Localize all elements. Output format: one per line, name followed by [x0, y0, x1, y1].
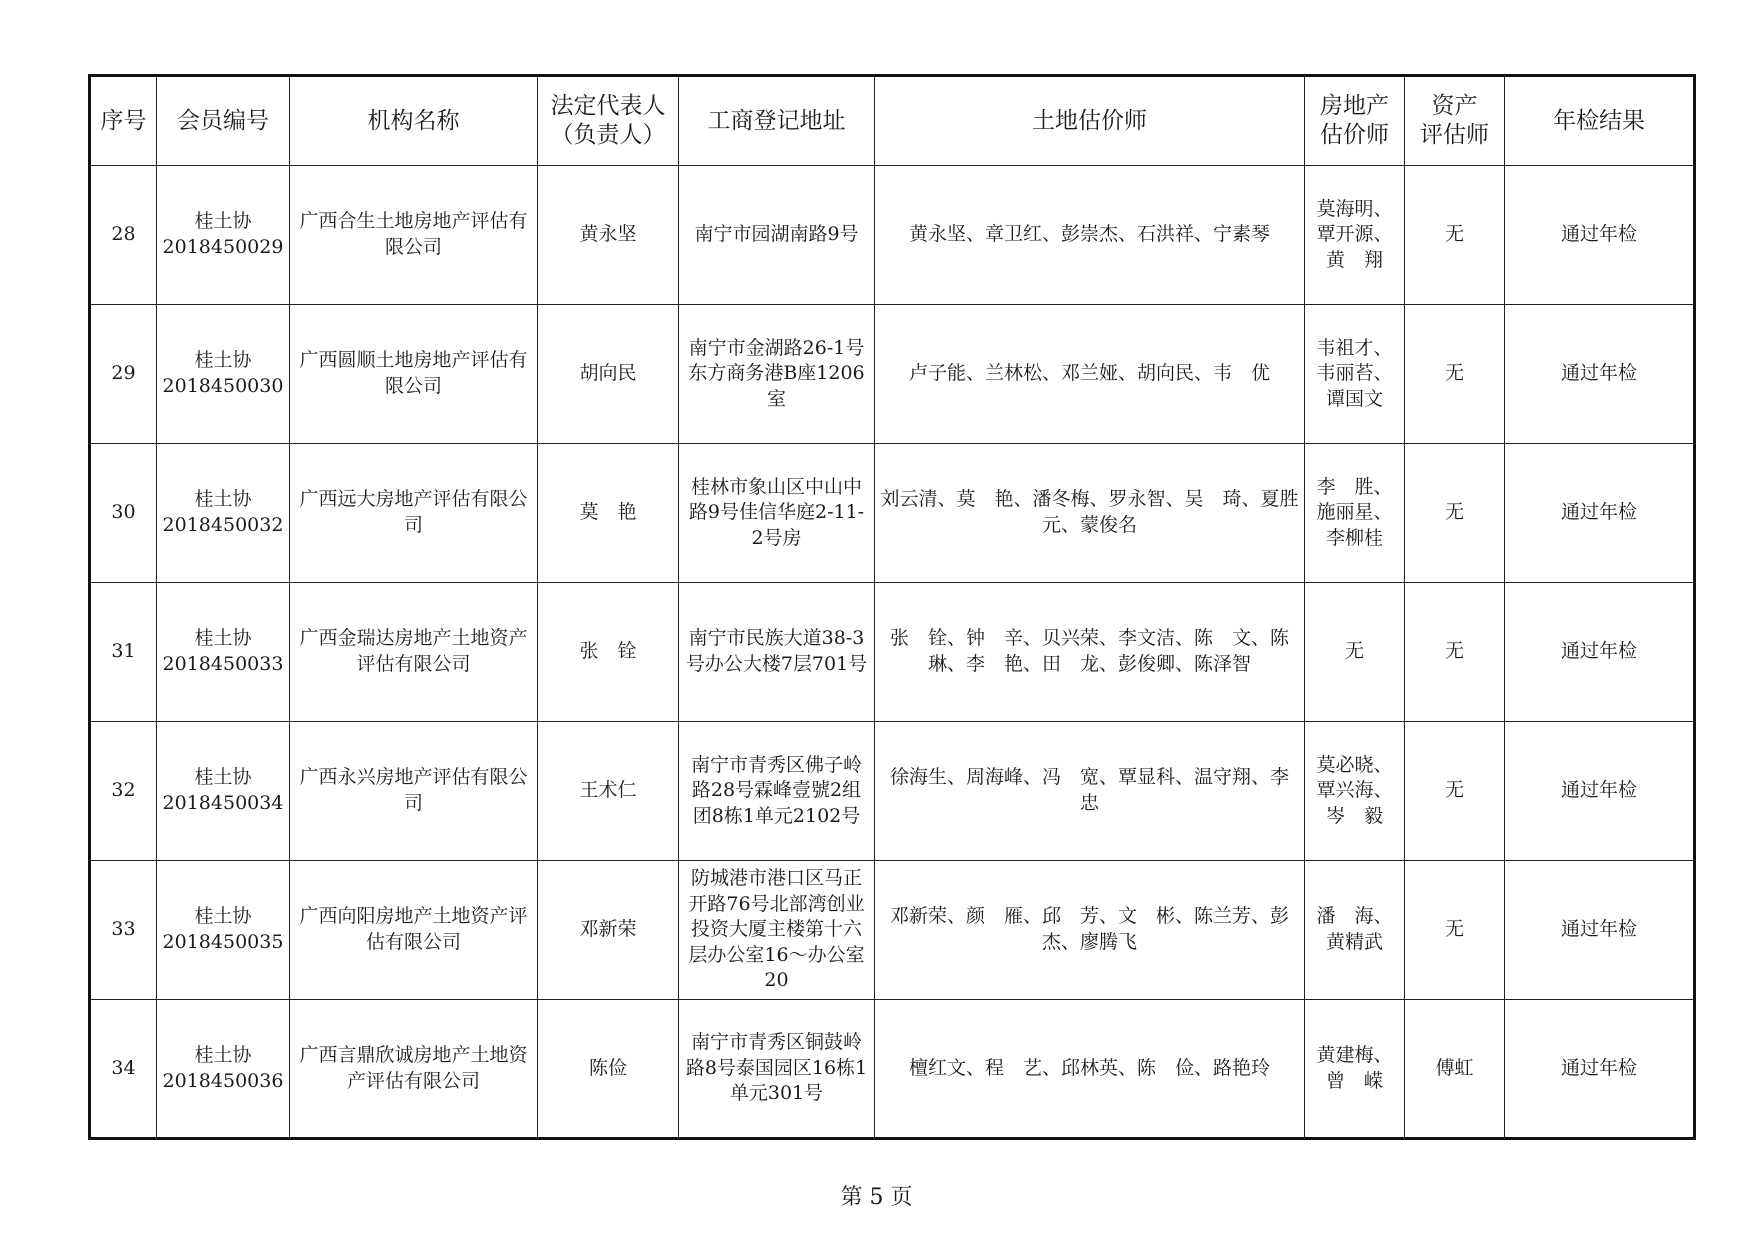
- cell-land-appraisers-text: 张 铨、钟 辛、贝兴荣、李文洁、陈 文、陈 琳、李 艳、田 龙、彭俊卿、陈泽智: [889, 627, 1309, 675]
- member-prefix: 桂土协: [194, 349, 252, 372]
- cell-legal-rep-text: 邓新荣: [579, 918, 637, 941]
- cell-legal-rep: [538, 1000, 679, 1139]
- cell-asset-appraisers: [1405, 861, 1505, 1000]
- cell-realestate-appraisers: [1305, 861, 1405, 1000]
- cell-asset-appraisers: [1405, 305, 1505, 444]
- cell-realestate-appraisers-text: 李 胜、施丽星、李柳桂: [1316, 475, 1393, 549]
- cell-result-text: 通过年检: [1560, 362, 1637, 385]
- cell-result-text: 通过年检: [1560, 1056, 1637, 1079]
- cell-realestate-appraisers: [1305, 1000, 1405, 1139]
- member-number: 2018450032: [162, 514, 284, 536]
- cell-address: [679, 305, 875, 444]
- cell-address-text: 南宁市民族大道38-3号办公大楼7层701号: [685, 627, 868, 675]
- header-result: 年检结果: [1505, 76, 1695, 166]
- page-number: 第 5 页: [840, 1185, 913, 1210]
- member-number: 2018450034: [162, 792, 284, 814]
- cell-address: [679, 444, 875, 583]
- cell-org-name: [290, 305, 538, 444]
- cell-asset-appraisers: [1405, 583, 1505, 722]
- cell-result-text: 通过年检: [1560, 223, 1637, 246]
- cell-result: [1505, 583, 1695, 722]
- table-row: [90, 305, 1695, 444]
- cell-asset-appraisers: [1405, 722, 1505, 861]
- cell-org-name-text: 广西金瑞达房地产土地资产评估有限公司: [299, 627, 528, 675]
- header-member-no: 会员编号: [157, 76, 290, 166]
- cell-realestate-appraisers: [1305, 722, 1405, 861]
- table-row: [90, 1000, 1695, 1139]
- cell-seq: [90, 166, 157, 305]
- cell-seq-text: 28: [111, 223, 136, 246]
- cell-seq-text: 29: [111, 362, 136, 385]
- cell-legal-rep: [538, 305, 679, 444]
- cell-result: [1505, 722, 1695, 861]
- table-row: [90, 166, 1695, 305]
- member-number: 2018450036: [162, 1069, 284, 1092]
- cell-legal-rep-text: 胡向民: [579, 362, 637, 385]
- cell-asset-appraisers-text: 傅虹: [1435, 1056, 1474, 1079]
- cell-address-text: 南宁市青秀区佛子岭路28号霖峰壹號2组团8栋1单元2102号: [690, 753, 862, 827]
- cell-result-text: 通过年检: [1560, 918, 1637, 941]
- cell-result: [1505, 305, 1695, 444]
- cell-org-name-text: 广西圆顺土地房地产评估有限公司: [299, 349, 528, 397]
- member-prefix: 桂土协: [194, 627, 252, 650]
- cell-asset-appraisers-text: 无: [1444, 918, 1464, 941]
- cell-realestate-appraisers-text: 莫必晓、覃兴海、岑 毅: [1316, 753, 1393, 827]
- cell-member-no: [157, 444, 290, 583]
- cell-result: [1505, 166, 1695, 305]
- cell-result: [1505, 861, 1695, 1000]
- cell-org-name-text: 广西远大房地产评估有限公司: [299, 488, 528, 536]
- member-prefix: 桂土协: [194, 488, 252, 511]
- cell-land-appraisers: [875, 861, 1309, 1000]
- cell-member-no: [157, 1000, 290, 1139]
- cell-result-text: 通过年检: [1560, 501, 1637, 524]
- cell-org-name-text: 广西合生土地房地产评估有限公司: [299, 210, 528, 258]
- cell-address: [679, 1000, 875, 1139]
- cell-realestate-appraisers: [1305, 166, 1405, 305]
- cell-realestate-appraisers-text: 潘 海、黄精武: [1316, 905, 1393, 953]
- cell-asset-appraisers-text: 无: [1444, 362, 1464, 385]
- cell-result-text: 通过年检: [1560, 640, 1637, 663]
- cell-asset-appraisers-text: 无: [1444, 223, 1464, 246]
- cell-seq-text: 31: [111, 640, 136, 663]
- cell-org-name: [290, 444, 538, 583]
- cell-seq: [90, 861, 157, 1000]
- cell-org-name-text: 广西永兴房地产评估有限公司: [299, 766, 528, 814]
- cell-land-appraisers: [875, 166, 1305, 305]
- cell-realestate-appraisers: [1305, 583, 1405, 722]
- table-row: [90, 444, 1695, 583]
- member-number: 2018450029: [162, 236, 284, 258]
- header-land-appraisers: 土地估价师: [875, 76, 1305, 166]
- cell-realestate-appraisers-text: 莫海明、覃开源、黄 翔: [1316, 197, 1393, 271]
- cell-result-text: 通过年检: [1560, 779, 1637, 802]
- header-row: [90, 76, 1695, 166]
- table-row: [90, 861, 1695, 1000]
- member-prefix: 桂土协: [194, 210, 252, 233]
- member-number: 2018450030: [162, 375, 284, 397]
- cell-org-name: [290, 861, 538, 1000]
- member-prefix: 桂土协: [194, 1043, 252, 1066]
- cell-org-name: [290, 166, 538, 305]
- cell-asset-appraisers: [1405, 444, 1505, 583]
- header-seq: 序号: [90, 76, 157, 166]
- cell-result: [1505, 1000, 1695, 1139]
- header-org-name: 机构名称: [290, 76, 538, 166]
- cell-address-text: 南宁市青秀区铜鼓岭路8号泰国园区16栋1单元301号: [685, 1031, 868, 1105]
- cell-legal-rep-text: 王术仁: [579, 779, 637, 802]
- cell-asset-appraisers: [1405, 1000, 1505, 1139]
- cell-land-appraisers: [875, 444, 1305, 583]
- cell-member-no: [157, 305, 290, 444]
- header-asset-appraisers: 资产 评估师: [1405, 76, 1505, 166]
- table-body: [90, 166, 1695, 1139]
- cell-legal-rep-text: 黄永坚: [579, 223, 637, 246]
- member-number: 2018450033: [162, 653, 284, 675]
- cell-land-appraisers-text: 刘云清、莫 艳、潘冬梅、罗永智、吴 琦、夏胜元、蒙俊名: [880, 488, 1299, 536]
- cell-address: [679, 166, 875, 305]
- cell-legal-rep: [538, 861, 679, 1000]
- cell-legal-rep-text: 张 铨: [579, 640, 637, 663]
- header-legal-rep: 法定代表人 （负责人）: [538, 76, 679, 166]
- cell-member-no: [157, 861, 290, 1000]
- cell-address-text: 防城港市港口区马正开路76号北部湾创业投资大厦主楼第十六层办公室16～办公室20: [688, 866, 865, 992]
- cell-legal-rep: [538, 166, 679, 305]
- cell-land-appraisers: [875, 722, 1309, 861]
- cell-result: [1505, 444, 1695, 583]
- cell-address-text: 桂林市象山区中山中路9号佳信华庭2-11-2号房: [688, 475, 865, 549]
- member-prefix: 桂土协: [194, 766, 252, 789]
- cell-org-name: [290, 583, 538, 722]
- cell-realestate-appraisers: [1305, 444, 1405, 583]
- cell-seq-text: 30: [111, 501, 136, 524]
- cell-realestate-appraisers: [1305, 305, 1405, 444]
- cell-address-text: 南宁市园湖南路9号: [694, 223, 859, 246]
- cell-org-name: [290, 722, 538, 861]
- table-row: [90, 583, 1695, 722]
- cell-asset-appraisers-text: 无: [1444, 640, 1464, 663]
- cell-org-name: [290, 1000, 538, 1139]
- cell-land-appraisers-text: 黄永坚、章卫红、彭崇杰、石洪祥、宁素琴: [908, 223, 1270, 246]
- cell-land-appraisers: [875, 1000, 1305, 1139]
- cell-member-no: [157, 722, 290, 861]
- cell-legal-rep: [538, 583, 679, 722]
- cell-seq: [90, 583, 157, 722]
- cell-legal-rep: [538, 722, 679, 861]
- cell-seq: [90, 305, 157, 444]
- cell-land-appraisers-text: 邓新荣、颜 雁、邱 芳、文 彬、陈兰芳、彭 杰、廖腾飞: [889, 905, 1309, 953]
- cell-address: [679, 861, 875, 1000]
- cell-land-appraisers-text: 檀红文、程 艺、邱林英、陈 俭、路艳玲: [908, 1056, 1270, 1079]
- cell-land-appraisers: [875, 305, 1305, 444]
- cell-member-no: [157, 166, 290, 305]
- member-number: 2018450035: [162, 931, 284, 953]
- appraisal-org-table: [88, 74, 1696, 1140]
- cell-asset-appraisers: [1405, 166, 1505, 305]
- cell-legal-rep-text: 陈俭: [588, 1056, 627, 1079]
- cell-seq: [90, 722, 157, 861]
- cell-land-appraisers: [875, 583, 1309, 722]
- cell-seq-text: 34: [111, 1056, 136, 1079]
- cell-member-no: [157, 583, 290, 722]
- header-address: 工商登记地址: [679, 76, 875, 166]
- cell-org-name-text: 广西言鼎欣诚房地产土地资产评估有限公司: [299, 1043, 528, 1092]
- cell-address-text: 南宁市金湖路26-1号东方商务港B座1206室: [688, 336, 865, 410]
- cell-realestate-appraisers-text: 韦祖才、韦丽苔、谭国文: [1316, 336, 1393, 410]
- table-row: [90, 722, 1695, 861]
- cell-asset-appraisers-text: 无: [1444, 501, 1464, 524]
- cell-asset-appraisers-text: 无: [1444, 779, 1464, 802]
- cell-realestate-appraisers-text: 无: [1344, 640, 1364, 663]
- cell-org-name-text: 广西向阳房地产土地资产评估有限公司: [299, 905, 528, 953]
- cell-address: [679, 722, 875, 861]
- cell-address: [679, 583, 875, 722]
- cell-seq-text: 32: [111, 779, 136, 802]
- cell-legal-rep-text: 莫 艳: [579, 501, 637, 524]
- cell-land-appraisers-text: 卢子能、兰林松、邓兰娅、胡向民、韦 优: [908, 362, 1270, 385]
- header-realestate-appraisers: 房地产 估价师: [1305, 76, 1405, 166]
- cell-land-appraisers-text: 徐海生、周海峰、冯 宽、覃显科、温守翔、李 忠: [889, 766, 1309, 814]
- cell-seq-text: 33: [111, 918, 136, 941]
- cell-seq: [90, 444, 157, 583]
- cell-seq: [90, 1000, 157, 1139]
- cell-realestate-appraisers-text: 黄建梅、曾 嵘: [1316, 1043, 1393, 1092]
- cell-legal-rep: [538, 444, 679, 583]
- member-prefix: 桂土协: [194, 905, 252, 928]
